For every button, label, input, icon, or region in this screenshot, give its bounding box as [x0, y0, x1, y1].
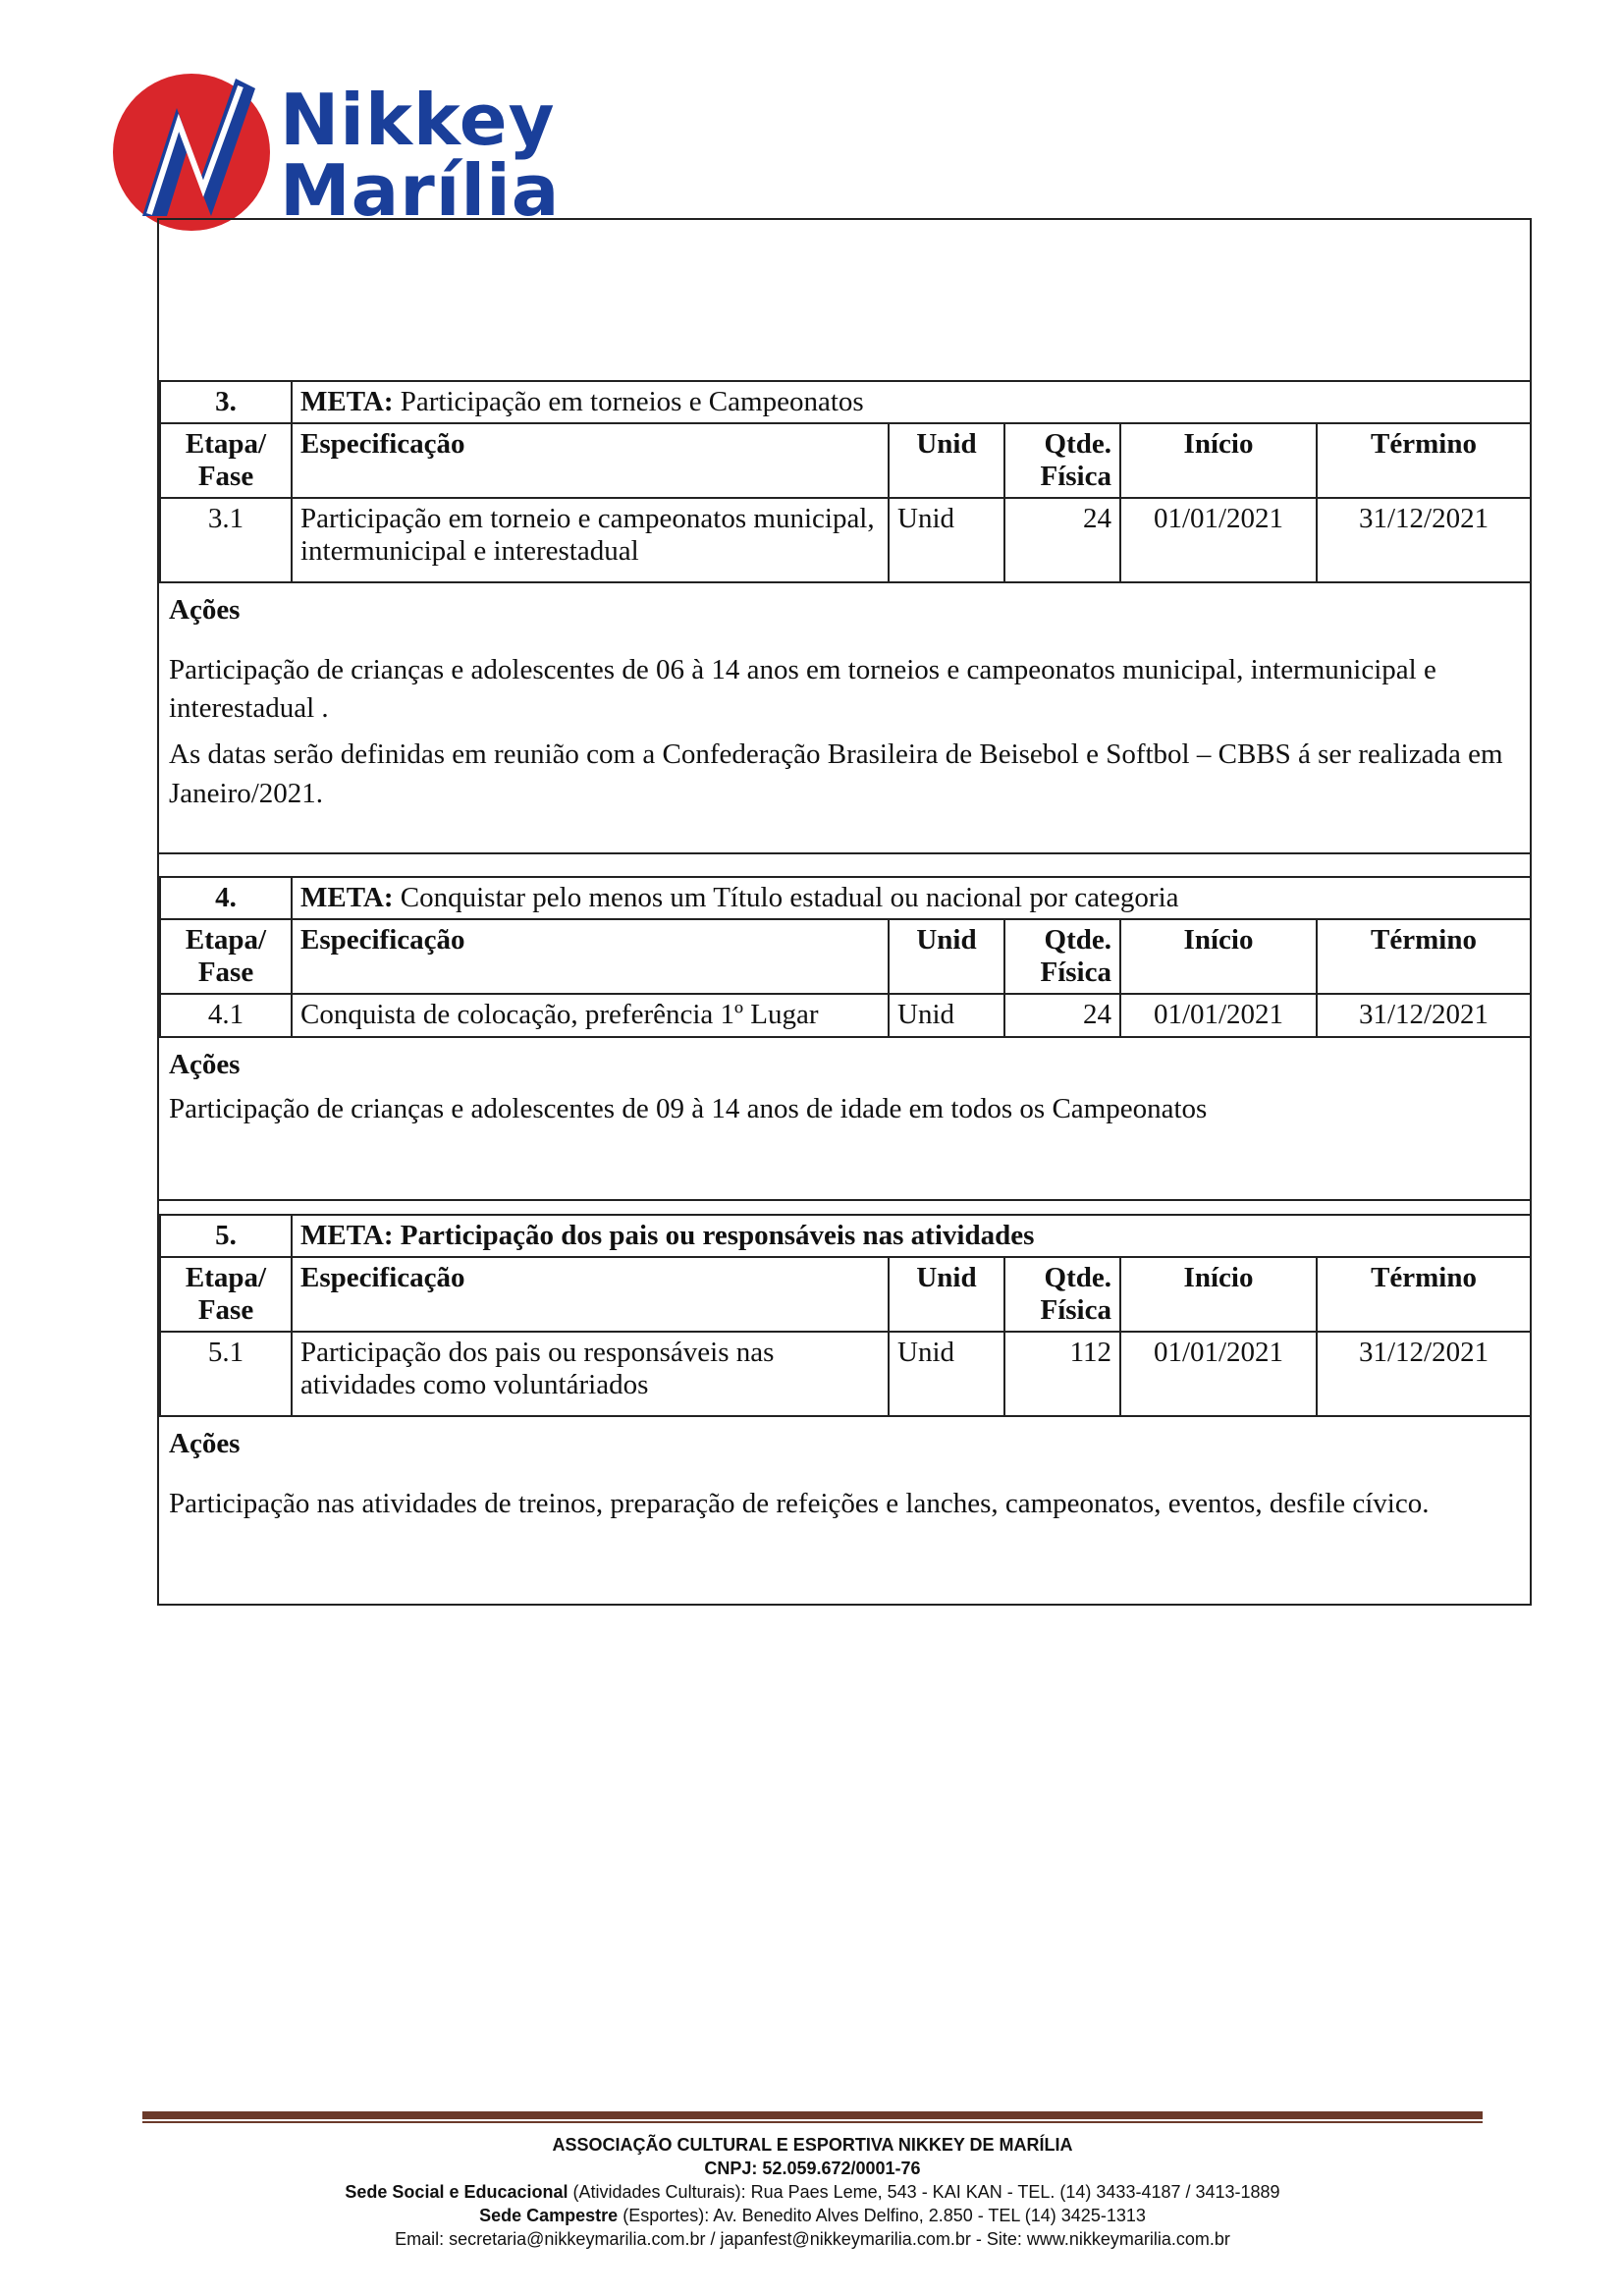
- meta-title: [292, 877, 1531, 919]
- cell-termino: 31/12/2021: [1317, 1332, 1531, 1416]
- header-inicio: Início: [1120, 423, 1317, 498]
- meta-number: 4.: [160, 877, 292, 919]
- header-inicio: Início: [1120, 1257, 1317, 1332]
- table-row: [160, 498, 1531, 582]
- footer-cnpj: CNPJ: 52.059.672/0001-76: [704, 2159, 921, 2178]
- meta-label: META:: [300, 882, 394, 913]
- acoes-label: Ações: [169, 1428, 241, 1459]
- header-inicio: Início: [1120, 919, 1317, 994]
- header-qtde: Qtde. Física: [1004, 1257, 1120, 1332]
- acoes-paragraph: Participação de crianças e adolescentes de 06 à 14 anos em torneios e campeonatos municipal, intermunicipal e interestadual .: [169, 654, 1436, 725]
- acoes-paragraph: As datas serão definidas em reunião com a Confederação Brasileira de Beisebol e Softbol – CBBS á ser realizada em Janeiro/2021.: [169, 738, 1503, 809]
- meta-label: META:: [300, 386, 394, 417]
- header-etapa: Etapa/ Fase: [160, 919, 292, 994]
- meta-section-5: [159, 1214, 1530, 1584]
- cell-inicio: 01/01/2021: [1120, 994, 1317, 1037]
- meta-text: Participação em torneios e Campeonatos: [400, 386, 864, 417]
- header-especificacao: Especificação: [292, 919, 889, 994]
- meta-text: Conquistar pelo menos um Título estadual ou nacional por categoria: [400, 882, 1179, 913]
- cell-qtde: 24: [1004, 498, 1120, 582]
- logo-emblem-icon: [108, 69, 285, 236]
- cell-inicio: 01/01/2021: [1120, 498, 1317, 582]
- cell-especificacao: Conquista de colocação, preferência 1º Lugar: [292, 994, 889, 1037]
- header-especificacao: Especificação: [292, 1257, 889, 1332]
- cell-especificacao: Participação em torneio e campeonatos municipal, intermunicipal e interestadual: [292, 498, 889, 582]
- acoes-label: Ações: [169, 594, 241, 626]
- cell-unid: Unid: [889, 1332, 1004, 1416]
- cell-qtde: 24: [1004, 994, 1120, 1037]
- meta-table-5: [159, 1214, 1532, 1417]
- footer-sede-campestre: Sede Campestre (Esportes): Av. Benedito Alves Delfino, 2.850 - TEL (14) 3425-1313: [479, 2206, 1146, 2225]
- acoes-block-3: [159, 583, 1530, 854]
- footer: [142, 2133, 1483, 2251]
- meta-title: [292, 1215, 1531, 1257]
- header-etapa: Etapa/ Fase: [160, 423, 292, 498]
- footer-sede-social: Sede Social e Educacional (Atividades Culturais): Rua Paes Leme, 543 - KAI KAN - TEL. (14) 3433-4187 / 3413-1889: [345, 2182, 1280, 2202]
- logo-text-nikkey: Nikkey: [280, 79, 556, 161]
- meta-number: 3.: [160, 381, 292, 423]
- footer-contact: Email: secretaria@nikkeymarilia.com.br / japanfest@nikkeymarilia.com.br - Site: www.nikkeymarilia.com.br: [395, 2229, 1230, 2249]
- header-qtde: Qtde. Física: [1004, 919, 1120, 994]
- meta-label: META:: [300, 1220, 394, 1251]
- blank-area: [159, 220, 1530, 380]
- acoes-paragraph: Participação de crianças e adolescentes de 09 à 14 anos de idade em todos os Campeonatos: [169, 1093, 1208, 1125]
- meta-table-3: [159, 380, 1532, 583]
- cell-especificacao: Participação dos pais ou responsáveis nas atividades como voluntáriados: [292, 1332, 889, 1416]
- footer-org: ASSOCIAÇÃO CULTURAL E ESPORTIVA NIKKEY DE MARÍLIA: [552, 2135, 1073, 2155]
- cell-unid: Unid: [889, 994, 1004, 1037]
- meta-section-4: [159, 876, 1530, 1201]
- cell-inicio: 01/01/2021: [1120, 1332, 1317, 1416]
- cell-etapa: 3.1: [160, 498, 292, 582]
- header-qtde: Qtde. Física: [1004, 423, 1120, 498]
- logo: [108, 69, 561, 236]
- acoes-paragraph: Participação nas atividades de treinos, preparação de refeições e lanches, campeonatos, eventos, desfile cívico.: [169, 1488, 1430, 1520]
- table-row: [160, 994, 1531, 1037]
- cell-termino: 31/12/2021: [1317, 498, 1531, 582]
- logo-text-marilia: Marília: [280, 149, 561, 232]
- acoes-block-4: [159, 1038, 1530, 1201]
- meta-table-4: [159, 876, 1532, 1038]
- footer-divider-thin: [142, 2121, 1483, 2123]
- meta-section-3: [159, 380, 1530, 854]
- cell-termino: 31/12/2021: [1317, 994, 1531, 1037]
- cell-etapa: 5.1: [160, 1332, 292, 1416]
- header-termino: Término: [1317, 423, 1531, 498]
- header-unid: Unid: [889, 1257, 1004, 1332]
- cell-etapa: 4.1: [160, 994, 292, 1037]
- header-termino: Término: [1317, 1257, 1531, 1332]
- header-termino: Término: [1317, 919, 1531, 994]
- acoes-block-5: [159, 1417, 1530, 1584]
- table-row: [160, 1332, 1531, 1416]
- cell-unid: Unid: [889, 498, 1004, 582]
- footer-divider: [142, 2111, 1483, 2119]
- meta-text: Participação dos pais ou responsáveis nas atividades: [400, 1220, 1035, 1251]
- meta-title: [292, 381, 1531, 423]
- header-unid: Unid: [889, 423, 1004, 498]
- header-unid: Unid: [889, 919, 1004, 994]
- cell-qtde: 112: [1004, 1332, 1120, 1416]
- document-frame: [157, 218, 1532, 1606]
- header-especificacao: Especificação: [292, 423, 889, 498]
- header-etapa: Etapa/ Fase: [160, 1257, 292, 1332]
- meta-number: 5.: [160, 1215, 292, 1257]
- acoes-label: Ações: [169, 1049, 241, 1080]
